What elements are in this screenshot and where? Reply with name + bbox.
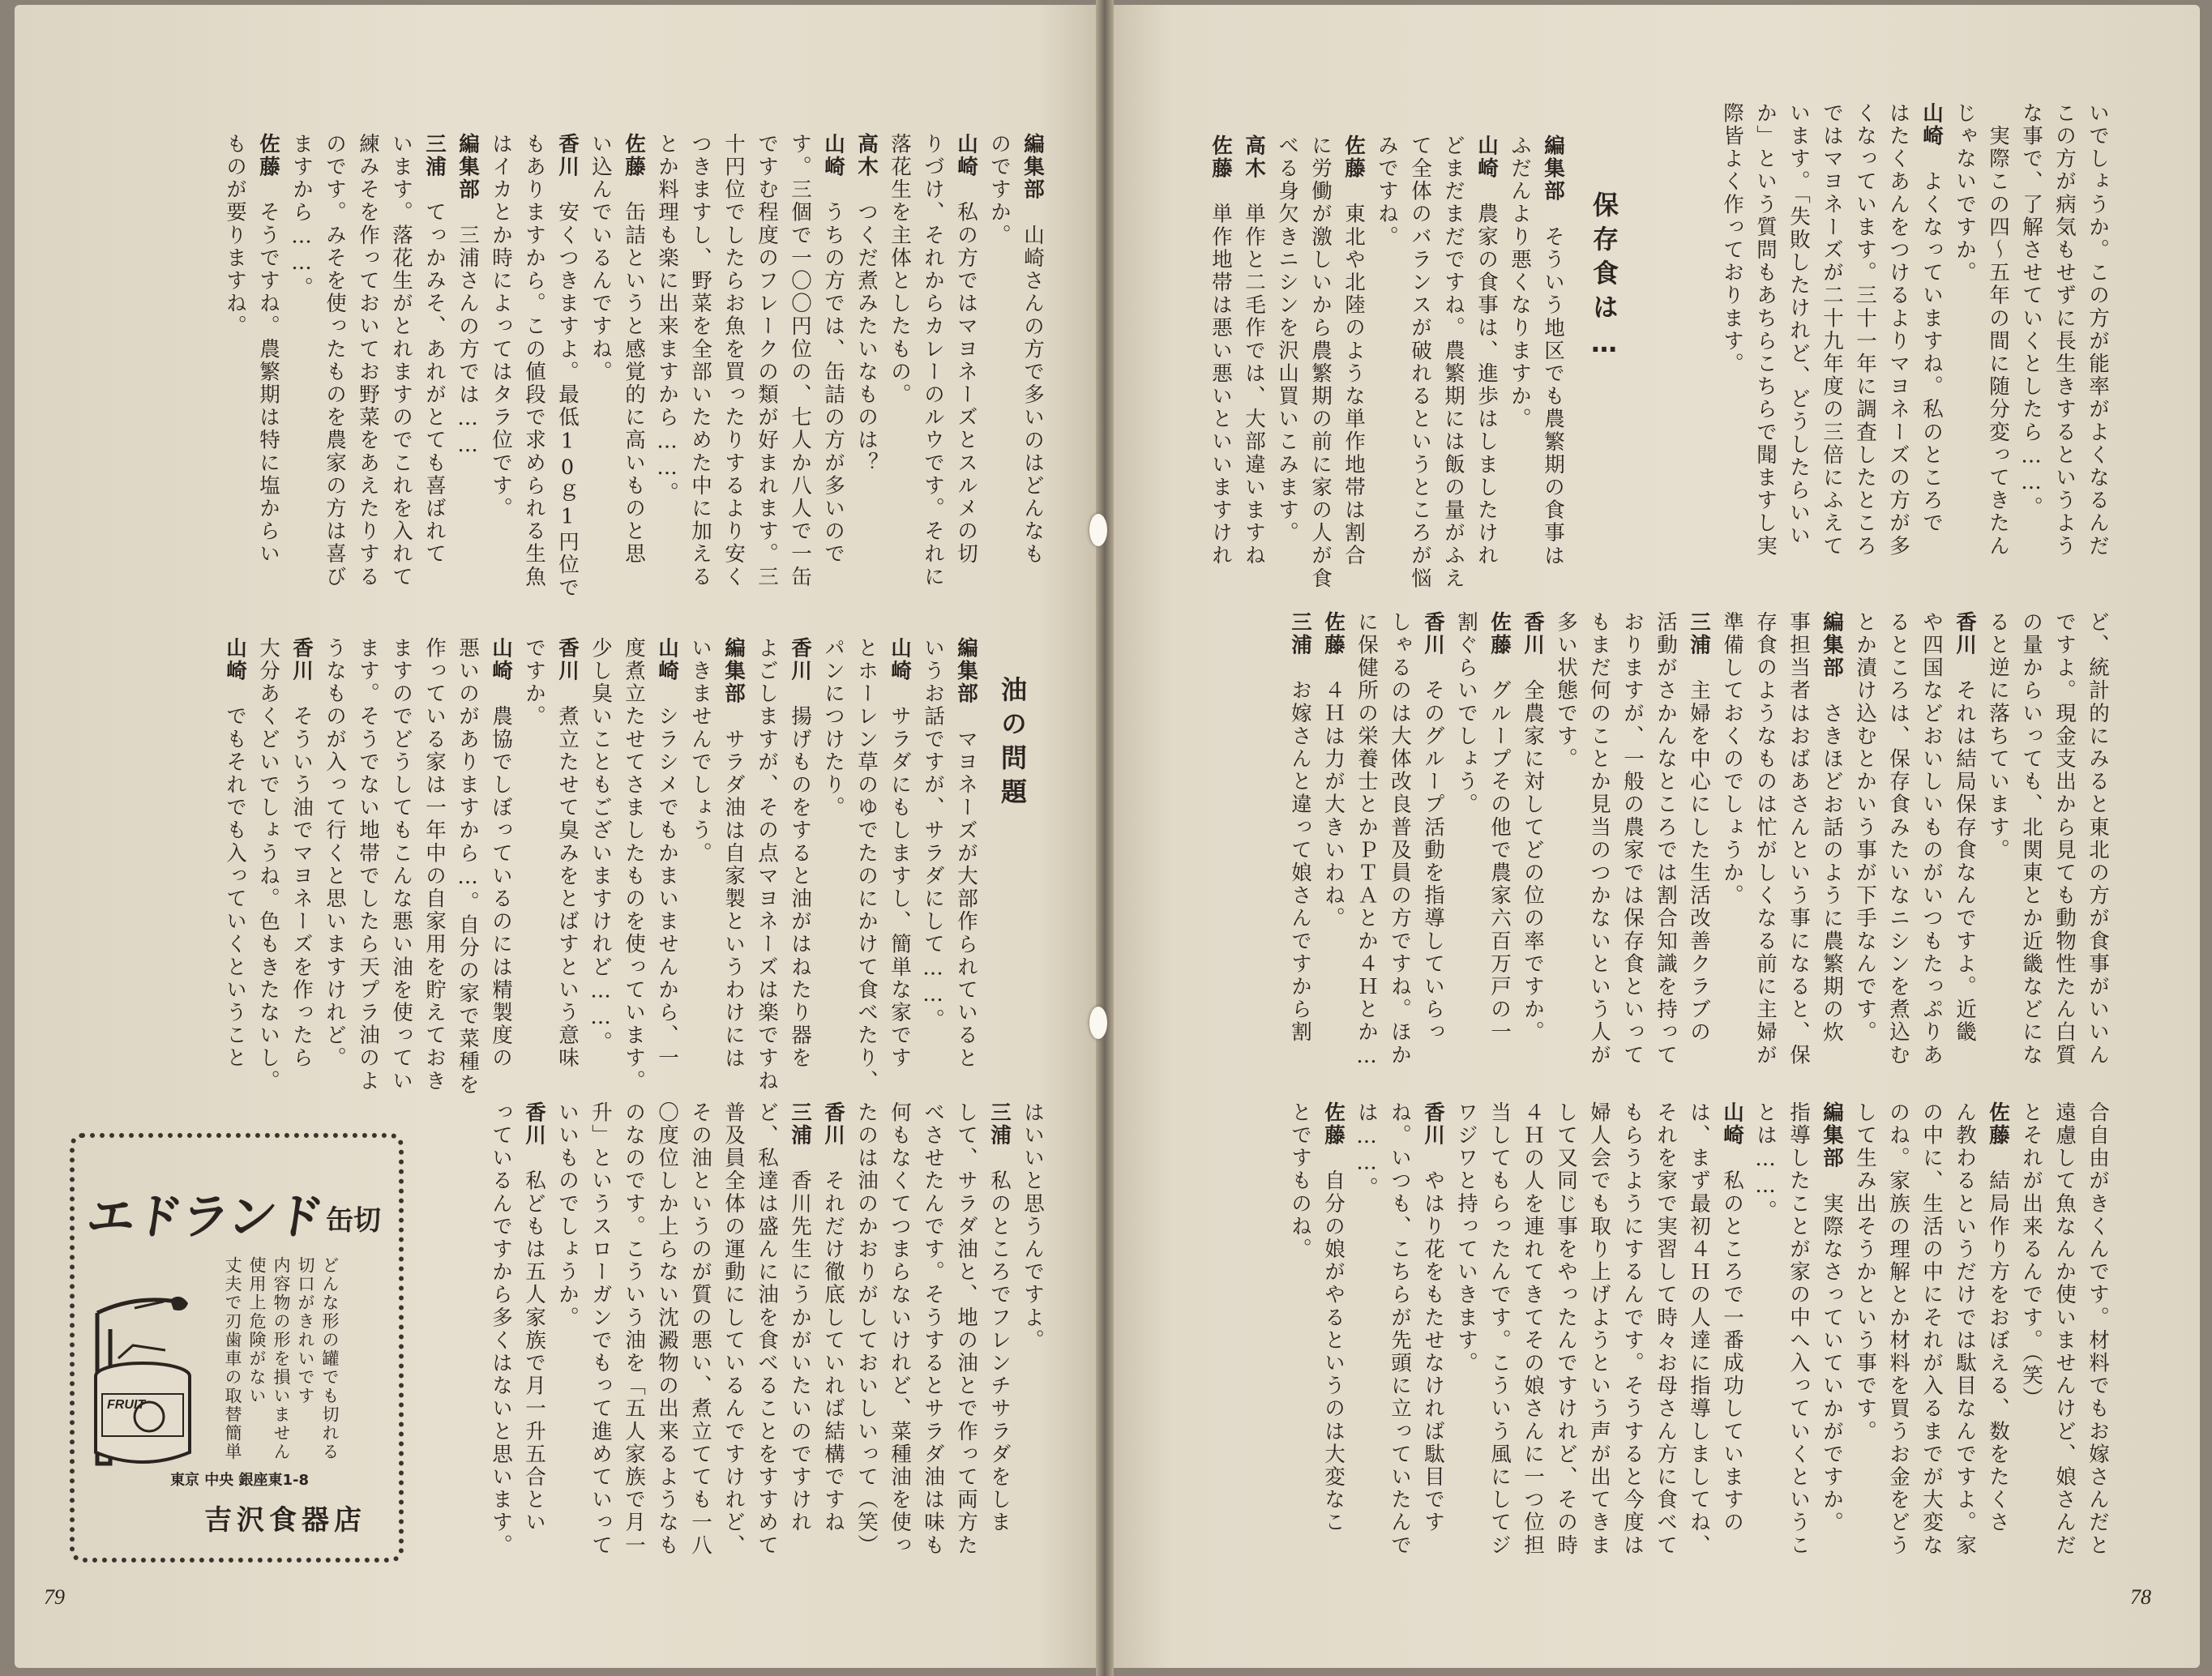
- text-line: みですね。: [1375, 135, 1399, 249]
- text-line: 事担当者はおばあさんという事になると、保: [1786, 611, 1811, 1067]
- text-line: 三浦 お嫁さんと違って娘さんですから割: [1288, 611, 1312, 1044]
- left-page: [15, 5, 1102, 1668]
- text-line: じゃないですか。: [1953, 102, 1977, 284]
- text-line: は……。: [1354, 1101, 1379, 1200]
- text-line: い込んでいるんですね。: [588, 133, 613, 384]
- text-line: りづけ、それからカレーのルウです。それに: [921, 133, 945, 588]
- text-line: 合自由がきくんです。材料でもお嫁さんだと: [2086, 1101, 2110, 1557]
- text-line: 〇度位しか上らない沈澱物の出来るようなも: [655, 1101, 679, 1557]
- right-page: [1106, 5, 2200, 1668]
- text-line: か」という質問もあちらこちらで聞ますし実: [1753, 102, 1778, 558]
- text-line: ね。いつも、こちらが先頭に立っていたんで: [1388, 1101, 1412, 1557]
- speaker-name: 編集部: [1020, 133, 1045, 202]
- text-line: 作っている家は一年中の自家用を貯えておき: [422, 637, 447, 1092]
- text-line: ど、私達は盛んに油を食べることをすすめて: [755, 1101, 779, 1557]
- speaker-name: 香川: [1521, 611, 1545, 657]
- speaker-name: 高木: [854, 133, 879, 179]
- text-line: 大分あくどいでしょうね。色もきたないし。: [256, 637, 280, 1092]
- text-line: は、まず最初４Ｈの人達に指導しましてね、: [1687, 1101, 1711, 1557]
- text-line: ですか。: [522, 637, 546, 729]
- text-line: ワジワと持っていきます。: [1454, 1101, 1478, 1375]
- speaker-name: 編集部: [456, 133, 480, 202]
- text-line: 際皆よく作っております。: [1720, 102, 1744, 376]
- text-line: ふだんより悪くなりますか。: [1508, 135, 1532, 431]
- speaker-name: 三浦: [987, 1101, 1012, 1148]
- text-line: 編集部 三浦さんの方では……: [456, 133, 480, 460]
- text-line: 佐藤 グループその他で農家六百万戸の一: [1487, 611, 1512, 1044]
- text-line: のです。みそを使ったものを農家の方は喜び: [323, 133, 347, 588]
- ad-shop-name: 吉沢食器店: [204, 1504, 366, 1537]
- text-line: の中に、生活の中にそれが入るまでが大変な: [1919, 1101, 1944, 1557]
- text-line: 山崎 農家の食事は、進歩はしましたけれ: [1474, 135, 1499, 567]
- text-line: 山崎 私の方ではマヨネーズとスルメの切: [954, 133, 978, 566]
- text-line: 実際この四～五年の間に随分変ってきたん: [1986, 102, 2010, 558]
- text-line: 当してもらったんです。こういう風にしてジ: [1487, 1101, 1512, 1557]
- text-line: もらうようにするんです。そうすると今度は: [1620, 1101, 1645, 1557]
- text-line: とか料理も楽に出来ますから……。: [655, 133, 679, 505]
- speaker-name: 佐藤: [256, 133, 280, 179]
- text-line: 多い状態です。: [1554, 611, 1578, 771]
- speaker-name: 佐藤: [1487, 611, 1512, 657]
- text-line: して生み出そうかという事です。: [1853, 1101, 1877, 1443]
- speaker-name: 編集部: [721, 637, 746, 706]
- speaker-name: 山崎: [821, 133, 845, 179]
- text-line: しゃるのは大体改良普及員の方ですね。ほか: [1388, 611, 1412, 1067]
- text-line: 升」というスローガンでもって進めていって: [588, 1101, 613, 1557]
- text-line: いきませんでしょう。: [688, 637, 712, 865]
- text-line: ど、統計的にみると東北の方が食事がいいん: [2086, 611, 2110, 1067]
- text-line: よごしますが、その点マヨネーズは楽ですね: [755, 637, 779, 1092]
- speaker-name: 佐藤: [1341, 135, 1366, 181]
- text-line: 編集部 サラダ油は自家製というわけには: [721, 637, 746, 1070]
- text-line: つきますし、野菜を全部いためた中に加える: [688, 133, 712, 588]
- text-line: 山崎 シラシメでもかまいませんから、一: [655, 637, 679, 1070]
- text-line: 佐藤 単作地帯は悪い悪いといいますけれ: [1209, 135, 1233, 567]
- text-line: や四国などおいしいものがいつもたっぷりあ: [1919, 611, 1944, 1067]
- text-line: 準備しておくのでしょうか。: [1720, 611, 1744, 908]
- text-line: に保健所の栄養士とかＰＴＡとか４Ｈとか…: [1354, 611, 1379, 1071]
- text-line: どまだまだですね。農繁期には飯の量がふえ: [1441, 135, 1465, 590]
- ad-copy-line: 切口がきれいです: [296, 1256, 315, 1405]
- speaker-name: 香川: [788, 637, 812, 683]
- text-line: 山崎 でもそれでも入っていくということ: [223, 637, 247, 1070]
- speaker-name: 山崎: [888, 637, 912, 683]
- text-line: のね。家族の理解とか材料を買うお金をどう: [1886, 1101, 1910, 1557]
- text-line: 度煮立たせてさましたものを使っています。: [622, 637, 646, 1092]
- ad-copy-line: どんな形の罐でも切れる: [320, 1256, 340, 1461]
- text-line: いでしょうか。この方が能率がよくなるんだ: [2086, 102, 2110, 558]
- ad-product-type: 缶切: [326, 1204, 381, 1237]
- can-opener-advertisement: [70, 1133, 404, 1563]
- text-line: 練みそを作っておいてお野菜をあえたりする: [356, 133, 380, 588]
- text-line: 編集部 さきほどお話のように農繁期の炊: [1820, 611, 1844, 1044]
- binding-hole-top: [1089, 514, 1107, 546]
- speaker-name: 山崎: [954, 133, 978, 179]
- left-top-text: [218, 133, 1049, 600]
- text-line: 存食のようなものは忙がしくなる前に主婦が: [1753, 611, 1778, 1067]
- speaker-name: 佐藤: [1321, 611, 1346, 657]
- text-line: 悪いのがありますから…。自分の家で菜種を: [456, 637, 480, 1097]
- text-line: っているんですから多くはないと思います。: [489, 1101, 513, 1557]
- text-line: とは……。: [1753, 1101, 1778, 1223]
- text-line: べる身欠きニシンを沢山買いこみます。: [1275, 135, 1299, 545]
- speaker-name: 佐藤: [1209, 135, 1233, 181]
- speaker-name: 高木: [1242, 135, 1266, 181]
- text-line: して又同じ事をやったんですけれど、その時: [1554, 1101, 1578, 1557]
- text-line: 香川 安くつきますよ。最低10ｇ1円位で: [555, 133, 580, 600]
- text-line: ですよ。現金支出から見ても動物性たん白質: [2052, 611, 2077, 1067]
- speaker-name: 香川: [555, 637, 580, 683]
- text-line: 山崎 農協でしぼっているのには精製度の: [489, 637, 513, 1070]
- text-line: 香川 私どもは五人家族で月一升五合とい: [522, 1101, 546, 1534]
- speaker-name: 香川: [821, 1101, 845, 1148]
- text-line: 佐藤 結局作り方をおぼえる、数をたくさ: [1986, 1101, 2010, 1534]
- left-bottom-text: [484, 1101, 1049, 1557]
- text-line: 三浦 主婦を中心にした生活改善クラブの: [1687, 611, 1711, 1044]
- text-line: それを家で実習して時々お母さん方に食べて: [1654, 1101, 1678, 1557]
- right-bottom-text: [1283, 1101, 2114, 1557]
- speaker-name: 編集部: [954, 637, 978, 706]
- text-line: 編集部 山崎さんの方で多いのはどんなも: [1020, 133, 1045, 566]
- text-line: 山崎 サラダにもしますし、簡単な家です: [888, 637, 912, 1070]
- ad-brand-name: エドランド: [83, 1189, 327, 1246]
- text-line: 香川 煮立たせて臭みをとばすという意味: [555, 637, 580, 1070]
- speaker-name: 三浦: [788, 1101, 812, 1148]
- text-line: 活動がさかんなところでは割合知識を持って: [1654, 611, 1678, 1067]
- text-line: して、サラダ油と、地の油とで作って両方た: [954, 1101, 978, 1557]
- text-line: はたくあんをつけるよりマヨネーズの方が多: [1886, 102, 1910, 558]
- right-top-text: [1715, 102, 2114, 558]
- text-line: 香川 やはり花をもたせなければ駄目です: [1421, 1101, 1445, 1534]
- text-line: 香川 そういう油でマヨネーズを作ったら: [289, 637, 314, 1070]
- text-line: とそれが出来るんです。（笑）: [2019, 1101, 2043, 1410]
- text-line: 佐藤 自分の娘がやるというのは大変なこ: [1321, 1101, 1346, 1534]
- text-line: います。「失敗したけれど、どうしたらいい: [1786, 102, 1811, 548]
- text-line: のですか。: [987, 133, 1012, 247]
- text-line: 香川 それだけ徹底していれば結構ですね: [821, 1101, 845, 1534]
- text-line: 高木 つくだ煮みたいなものは？: [854, 133, 879, 475]
- text-line: おりますが、一般の農家では保存食といって: [1620, 611, 1645, 1067]
- text-line: るところは、保存食みたいなニシンを煮込む: [1886, 611, 1910, 1067]
- speaker-name: 香川: [522, 1101, 546, 1148]
- text-line: います。落花生がとれますのでこれを入れて: [389, 133, 413, 588]
- text-line: 落花生を主体としたもの。: [888, 133, 912, 407]
- heading-hozonshoku: 保存食は…: [1589, 191, 1619, 366]
- speaker-name: 香川: [289, 637, 314, 683]
- text-line: 高木 単作と二毛作では、大部違いますね: [1242, 135, 1266, 567]
- text-line: とですものね。: [1288, 1101, 1312, 1261]
- text-line: もありますから。この値段で求められる生魚: [522, 133, 546, 588]
- text-line: ると逆に落ちています。: [1986, 611, 2010, 862]
- text-line: 佐藤 缶詰というと感覚的に高いものと思: [622, 133, 646, 566]
- text-line: はいいと思うんですよ。: [1020, 1101, 1045, 1353]
- binding-hole-bottom: [1089, 1007, 1107, 1039]
- right-middle-text: [1283, 611, 2114, 1071]
- text-line: 三浦 私のところでフレンチサラダをしま: [987, 1101, 1012, 1534]
- speaker-name: 三浦: [1687, 611, 1711, 657]
- speaker-name: 佐藤: [1986, 1101, 2010, 1148]
- speaker-name: 山崎: [223, 637, 247, 683]
- text-line: 婦人会でも取り上げようという声が出てきま: [1587, 1101, 1611, 1557]
- speaker-name: 編集部: [1541, 135, 1565, 203]
- speaker-name: 編集部: [1820, 1101, 1844, 1170]
- text-line: 指導したことが家の中へ入っていくというこ: [1786, 1101, 1811, 1557]
- text-line: 少し臭いこともございますけれど……。: [588, 637, 613, 1054]
- speaker-name: 香川: [1953, 611, 1977, 657]
- text-line: 佐藤 そうですね。農繁期は特に塩からい: [256, 133, 280, 566]
- text-line: うなものが入って行くと思いますけれど。: [323, 637, 347, 1070]
- text-line: 十円位でしたらお魚を買ったりするより安く: [721, 133, 746, 588]
- heading-abura: 油の問題: [997, 676, 1028, 812]
- text-line: ますのでどうしてもこんな悪い油を使ってい: [389, 637, 413, 1092]
- ad-address: 東京 中央 銀座東1-8: [170, 1472, 310, 1489]
- text-line: 何もなくてつまらないけれど、菜種油を使っ: [888, 1101, 912, 1557]
- text-line: 佐藤 東北や北陸のような単作地帯は割合: [1341, 135, 1366, 567]
- text-line: はイカとか時によってはタラ位です。: [489, 133, 513, 520]
- text-line: 山崎 私のところで一番成功していますの: [1720, 1101, 1744, 1534]
- speaker-name: 編集部: [1820, 611, 1844, 680]
- text-line: 編集部 実際なさっていていかがですか。: [1820, 1101, 1844, 1534]
- text-line: ます。そうでない地帯でしたら天プラ油のよ: [356, 637, 380, 1092]
- text-line: 編集部 そういう地区でも農繁期の食事は: [1541, 135, 1565, 567]
- text-line: もまだ何のことか見当のつかないという人が: [1587, 611, 1611, 1067]
- text-line: 山崎 うちの方では、缶詰の方が多いので: [821, 133, 845, 566]
- speaker-name: 香川: [555, 133, 580, 179]
- book-spine: [1096, 0, 1114, 1676]
- text-line: て全体のバランスが破れるというところが悩: [1408, 135, 1432, 590]
- text-line: 香川 それは結局保存食なんですよ。近畿: [1953, 611, 1977, 1044]
- text-line: 香川 揚げものをすると油がはねたり器を: [788, 637, 812, 1070]
- text-line: この方が病気もせずに長生きするというよう: [2052, 102, 2077, 558]
- page-number-right: 78: [2130, 1585, 2151, 1609]
- text-line: の量からいっても、北関東とか近畿などにな: [2019, 611, 2043, 1067]
- text-line: 香川 そのグループ活動を指導していらっ: [1421, 611, 1445, 1044]
- text-line: ますから……。: [289, 133, 314, 300]
- text-line: に労働が激しいから農繁期の前に家の人が食: [1308, 135, 1333, 590]
- speaker-name: 佐藤: [1321, 1101, 1346, 1148]
- text-line: たのは油のかおりがしておいしいって（笑）: [854, 1101, 879, 1557]
- page-number-left: 79: [44, 1585, 65, 1609]
- text-line: な事で、了解させていくとしたら……。: [2019, 102, 2043, 519]
- text-line: くなっています。三十一年に調査したところ: [1853, 102, 1877, 558]
- text-line: ではマヨネーズが二十九年度の三倍にふえて: [1820, 102, 1844, 558]
- speaker-name: 山崎: [655, 637, 679, 683]
- ad-copy-line: 内容物の形を損いません: [272, 1256, 291, 1461]
- text-line: パンにつけたり。: [821, 637, 845, 819]
- text-line: 普及員全体の運動にしているんですけれど、: [721, 1101, 746, 1557]
- text-line: す。三個で一〇〇円位の、七人か八人で一缶: [788, 133, 812, 588]
- text-line: いいものでしょうか。: [555, 1101, 580, 1329]
- ad-copy: [220, 1256, 342, 1459]
- text-line: 三浦 てっかみそ、あれがとても喜ばれて: [422, 133, 447, 566]
- text-line: べさせたんです。そうするとサラダ油は味も: [921, 1101, 945, 1557]
- text-line: 編集部 マヨネーズが大部作られていると: [954, 637, 978, 1070]
- text-line: ４Ｈの人を連れてきてその娘さんに一つ位担: [1521, 1101, 1545, 1557]
- text-line: 遠慮して魚なんか使いませんけど、娘さんだ: [2052, 1101, 2077, 1557]
- speaker-name: 山崎: [1919, 102, 1944, 148]
- left-middle-text: [218, 637, 982, 1097]
- text-line: 割ぐらいでしょう。: [1454, 611, 1478, 816]
- speaker-name: 三浦: [1288, 611, 1312, 657]
- text-line: ですむ程度のフレークの類が好まれます。三: [755, 133, 779, 588]
- text-line: のなのです。こういう油を「五人家族で月一: [622, 1101, 646, 1557]
- speaker-name: 山崎: [1720, 1101, 1744, 1148]
- speaker-name: 佐藤: [622, 133, 646, 179]
- text-line: ものが要りますね。: [223, 133, 247, 338]
- speaker-name: 香川: [1421, 1101, 1445, 1148]
- can-opener-icon: [86, 1281, 216, 1483]
- text-line: 佐藤 ４Ｈは力が大きいわね。: [1321, 611, 1346, 930]
- text-line: 三浦 香川先生にうかがいたいのですけれ: [788, 1101, 812, 1534]
- text-line: 香川 全農家に対してどの位の率ですか。: [1521, 611, 1545, 1044]
- text-line: とホーレン草のゆでたのにかけて食べたり、: [854, 637, 879, 1092]
- text-line: 山崎 よくなっていますね。私のところで: [1919, 102, 1944, 535]
- ad-can-label: FRUIT: [107, 1398, 146, 1412]
- text-line: ん教わるというだけでは駄目なんですよ。家: [1953, 1101, 1977, 1557]
- right-top-text-2: [1204, 135, 1569, 590]
- speaker-name: 山崎: [489, 637, 513, 683]
- ad-copy-line: 丈夫で刃歯車の取替簡単: [223, 1256, 242, 1461]
- ad-copy-line: 使用上危険がない: [247, 1256, 267, 1405]
- speaker-name: 山崎: [1474, 135, 1499, 181]
- text-line: とか漬け込むとかいう事が下手なんです。: [1853, 611, 1877, 1044]
- speaker-name: 三浦: [422, 133, 447, 179]
- speaker-name: 香川: [1421, 611, 1445, 657]
- text-line: いうお話ですが、サラダにして……。: [921, 637, 945, 1032]
- text-line: その油というのが質の悪い、煮立てても一八: [688, 1101, 712, 1557]
